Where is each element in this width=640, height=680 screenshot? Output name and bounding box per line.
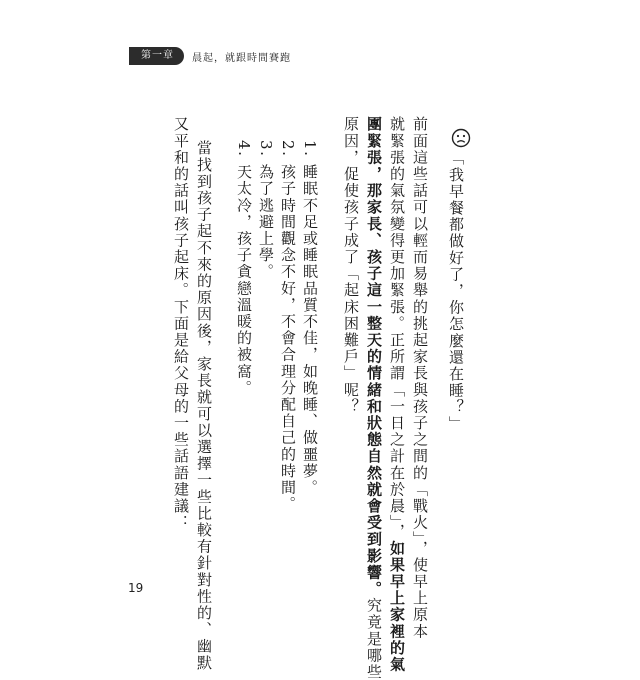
paragraph-emphasis: 團緊張，那家長、孩子這一整天的情緒和狀態自然就會受到影響。 bbox=[365, 116, 383, 598]
reason-item: 4. 天太冷，孩子貪戀溫暖的被窩。 bbox=[235, 140, 253, 397]
paragraph-emphasis: 如果早上家裡的氣 bbox=[388, 540, 406, 673]
paragraph-text: 就緊張的氣氛變得更加緊張。正所謂「一日之計在於晨」， bbox=[388, 116, 406, 541]
paragraph-line: 當找到孩子起不來的原因後，家長就可以選擇一些比較有針對性的、幽默 bbox=[195, 140, 213, 672]
chapter-title: 晨起，就跟時間賽跑 bbox=[192, 52, 291, 64]
reason-item: 2. 孩子時間觀念不好，不會合理分配自己的時間。 bbox=[279, 140, 297, 513]
paragraph-line bbox=[364, 116, 383, 680]
paragraph-line: 又平和的話叫孩子起床。下面是給父母的一些話語建議： bbox=[172, 116, 190, 531]
running-header bbox=[129, 47, 291, 65]
paragraph-line bbox=[387, 116, 406, 673]
paragraph-line: 原因，促使孩子成了「起床困難戶」呢？ bbox=[342, 116, 360, 415]
reason-item: 3. 為了逃避上學。 bbox=[257, 140, 275, 281]
page-number: 19 bbox=[128, 581, 144, 595]
chapter-tab: 第一章 bbox=[129, 47, 184, 65]
paragraph-text: 究竟是哪些 bbox=[365, 597, 383, 680]
reason-item: 1. 睡眠不足或睡眠品質不佳，如晚睡、做噩夢。 bbox=[301, 140, 319, 496]
quote-line: 「我早餐都做好了，你怎麼還在睡？」 bbox=[447, 150, 465, 433]
paragraph-line: 前面這些話可以輕而易舉的挑起家長與孩子之間的「戰火」，使早上原本 bbox=[411, 116, 429, 640]
sad-face-icon bbox=[451, 128, 471, 148]
